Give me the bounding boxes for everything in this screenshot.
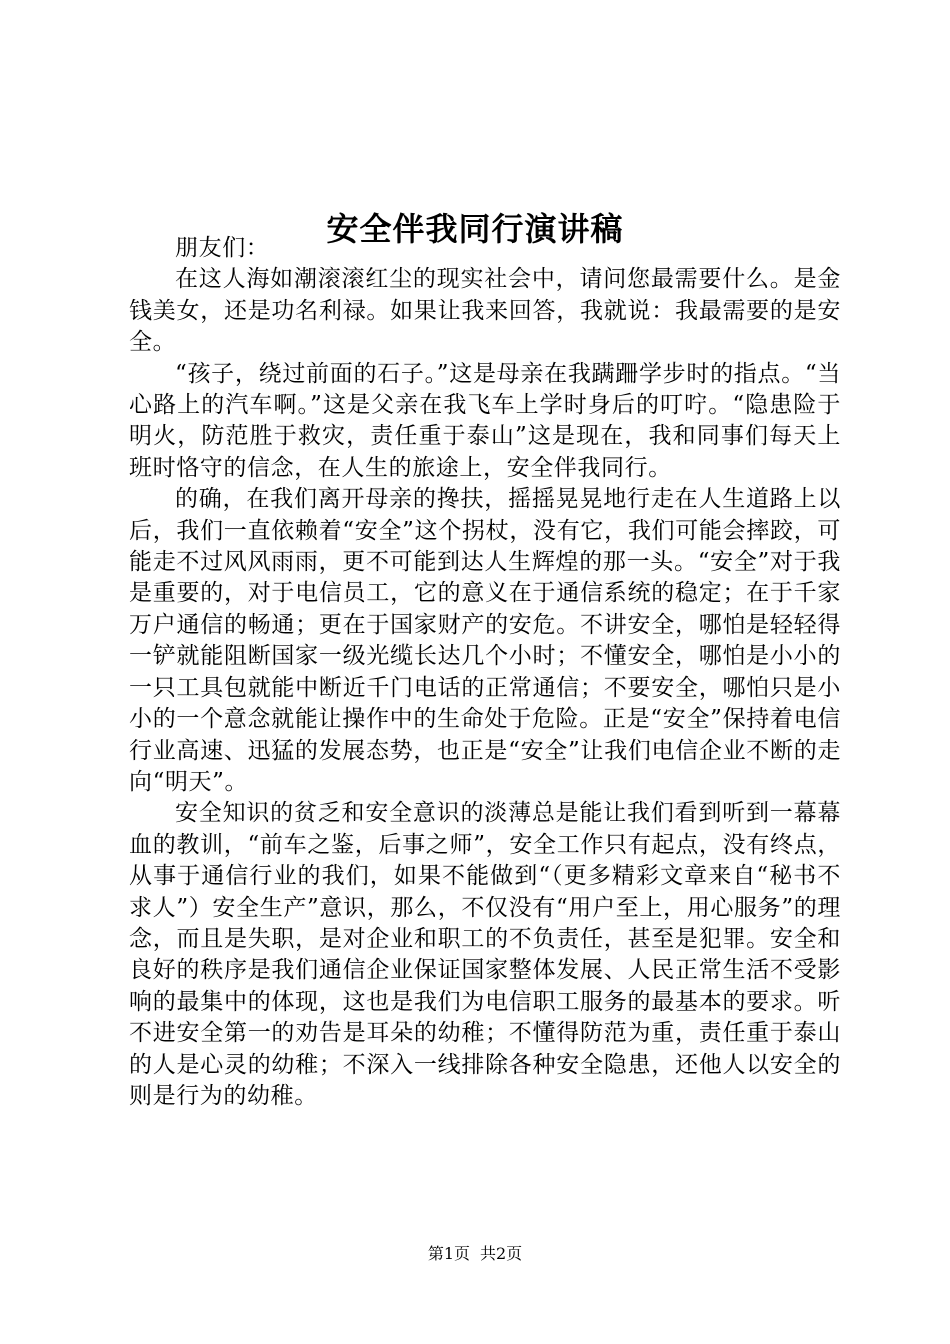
paragraph: 安全知识的贫乏和安全意识的淡薄总是能让我们看到听到一幕幕血的教训，“前车之鉴，后事之师”，安全工作只有起点，没有终点，从事于通信行业的我们，如果不能做到“（更多精彩文章来自“秘书不求人”）安全生产”意识，那么，不仅没有“用户至上，用心服务”的理念，而且是失职，是对企业和职工的不负责任，甚至是犯罪。安全和良好的秩序是我们通信企业保证国家整体发展、人民正常生活不受影响的最集中的体现，这也是我们为电信职工服务的最基本的要求。听不进安全第一的劝告是耳朵的幼稚；不懂得防范为重，责任重于泰山的人是心灵的幼稚；不深入一线排除各种安全隐患，还他人以安全的则是行为的幼稚。: [129, 800, 841, 1109]
salutation: 朋友们：: [175, 235, 270, 261]
paragraph: 的确，在我们离开母亲的搀扶，摇摇晃晃地行走在人生道路上以后，我们一直依赖着“安全”这个拐杖，没有它，我们可能会摔跤，可能走不过风风雨雨，更不可能到达人生辉煌的那一头。“安全”对于我是重要的，对于电信员工，它的意义在于通信系统的稳定；在于千家万户通信的畅通；更在于国家财产的安危。不讲安全，哪怕是轻轻得一铲就能阻断国家一级光缆长达几个小时；不懂安全，哪怕是小小的一只工具包就能中断近千门电话的正常通信；不要安全，哪怕只是小小的一个意念就能让操作中的生命处于危险。正是“安全”保持着电信行业高速、迅猛的发展态势，也正是“安全”让我们电信企业不断的走向“明天”。: [129, 486, 841, 795]
page-number: 第1页: [427, 1244, 470, 1263]
document-body: [129, 233, 841, 1112]
document-title: 安全伴我同行演讲稿: [326, 210, 624, 249]
paragraph: “孩子，绕过前面的石子。”这是母亲在我蹒跚学步时的指点。“当心路上的汽车啊。”这是父亲在我飞车上学时身后的叮咛。“隐患险于明火，防范胜于救灾，责任重于泰山”这是现在，我和同事们每天上班时恪守的信念，在人生的旅途上，安全伴我同行。: [129, 360, 841, 481]
paragraph: 在这人海如潮滚滚红尘的现实社会中，请问您最需要什么。是金钱美女，还是功名利禄。如果让我来回答，我就说：我最需要的是安全。: [129, 266, 841, 356]
page-total: 共2页: [480, 1244, 523, 1263]
page-footer: [0, 1243, 950, 1265]
